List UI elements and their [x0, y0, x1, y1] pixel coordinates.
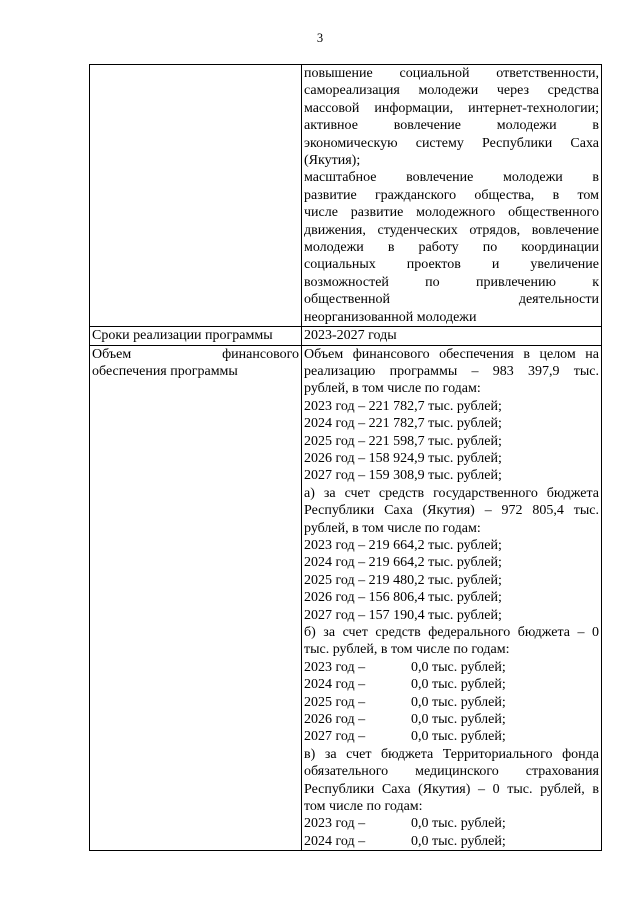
content-line: 2023 год – 221 782,7 тыс. рублей;	[304, 398, 502, 414]
amount-value: 0,0 тыс. рублей;	[411, 694, 506, 710]
content-line: б) за счет средств федерального бюджета – 0	[304, 625, 599, 640]
year-label: 2025 год –	[304, 694, 366, 710]
content-line: 2023-2027 годы	[304, 328, 397, 344]
content-line: 2027 год – 157 190,4 тыс. рублей;	[304, 607, 502, 623]
content-line: возможностей по привлечению к	[304, 274, 599, 290]
content-line: тыс. рублей, в том числе по годам:	[304, 642, 510, 658]
content-line: рублей, в том числе по годам:	[304, 381, 481, 397]
year-amount-line	[304, 711, 599, 728]
content-line: 2026 год – 156 806,4 тыс. рублей;	[304, 590, 502, 606]
row-label-cell	[90, 327, 302, 345]
amount-value: 0,0 тыс. рублей;	[411, 712, 506, 728]
content-line: экономическую систему Республики Саха	[304, 135, 599, 151]
year-label: 2027 год –	[304, 729, 366, 745]
row-label-cell	[90, 65, 302, 327]
amount-value: 0,0 тыс. рублей;	[411, 816, 506, 832]
page-number: 3	[316, 31, 324, 45]
year-amount-line	[304, 833, 599, 850]
content-line: развитие гражданского общества, в том	[304, 187, 599, 203]
content-line: Республики Саха (Якутия) – 972 805,4 тыс.	[304, 503, 599, 519]
year-label: 2024 год –	[304, 677, 366, 693]
label-line: Объем финансового	[92, 346, 299, 362]
label-line: Сроки реализации программы	[92, 328, 273, 344]
content-line: 2024 год – 221 782,7 тыс. рублей;	[304, 416, 502, 432]
amount-value: 0,0 тыс. рублей;	[411, 833, 506, 849]
year-label: 2023 год –	[304, 816, 366, 832]
content-line: Республики Саха (Якутия) – 0 тыс. рублей, в	[304, 781, 599, 797]
content-line: числе развитие молодежного общественного	[304, 205, 599, 221]
content-line: неорганизованной молодежи	[304, 309, 477, 325]
content-line: в) за счет бюджета Территориального фонда	[304, 746, 599, 762]
year-amount-line	[304, 694, 599, 711]
content-line: 2026 год – 158 924,9 тыс. рублей;	[304, 450, 502, 466]
content-line: том числе по годам:	[304, 799, 423, 815]
content-line: рублей, в том числе по годам:	[304, 520, 481, 536]
year-amount-line	[304, 815, 599, 832]
amount-value: 0,0 тыс. рублей;	[411, 677, 506, 693]
content-line: 2025 год – 219 480,2 тыс. рублей;	[304, 572, 502, 588]
amount-value: 0,0 тыс. рублей;	[411, 659, 506, 675]
content-line: активное вовлечение молодежи в	[304, 118, 599, 134]
row-content-cell	[302, 345, 602, 851]
row-content-cell	[302, 327, 602, 345]
content-line: молодежи в работу по координации	[304, 240, 599, 256]
content-line: массовой информации, интернет-технологии;	[304, 100, 599, 116]
content-line: движения, студенческих отрядов, вовлечение	[304, 222, 599, 238]
content-line: повышение социальной ответственности,	[304, 66, 599, 81]
content-line: 2023 год – 219 664,2 тыс. рублей;	[304, 537, 502, 553]
year-amount-line	[304, 676, 599, 693]
content-line: 2027 год – 159 308,9 тыс. рублей;	[304, 468, 502, 484]
year-amount-line	[304, 728, 599, 745]
table-row	[90, 345, 602, 851]
content-line: (Якутия);	[304, 153, 361, 169]
table-row	[90, 65, 602, 327]
content-line: обязательного медицинского страхования	[304, 764, 599, 780]
label-line: обеспечения программы	[92, 363, 238, 379]
content-line: Объем финансового обеспечения в целом на	[304, 346, 599, 362]
amount-value: 0,0 тыс. рублей;	[411, 729, 506, 745]
content-line: 2024 год – 219 664,2 тыс. рублей;	[304, 555, 502, 571]
content-line: реализацию программы – 983 397,9 тыс.	[304, 363, 599, 379]
year-label: 2024 год –	[304, 833, 366, 849]
content-line: 2025 год – 221 598,7 тыс. рублей;	[304, 433, 502, 449]
program-passport-table	[89, 64, 602, 851]
year-label: 2023 год –	[304, 659, 366, 675]
table-row	[90, 327, 602, 345]
content-line: общественной деятельности	[304, 292, 599, 308]
content-line: масштабное вовлечение молодежи в	[304, 170, 599, 186]
content-line: самореализация молодежи через средства	[304, 83, 599, 99]
row-label-cell	[90, 345, 302, 851]
row-content-cell	[302, 65, 602, 327]
content-line: социальных проектов и увеличение	[304, 257, 599, 273]
content-line: а) за счет средств государственного бюджета	[304, 485, 599, 501]
year-amount-line	[304, 659, 599, 676]
year-label: 2026 год –	[304, 712, 366, 728]
